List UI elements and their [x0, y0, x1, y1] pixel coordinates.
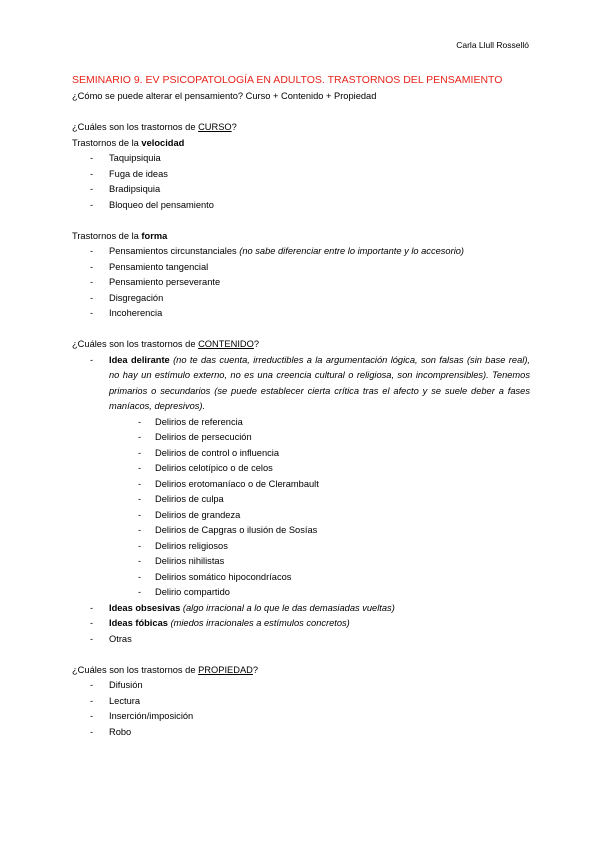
list-item: - Lectura: [90, 695, 141, 706]
list-item: - Pensamiento tangencial: [90, 261, 209, 272]
delirios-list: [72, 415, 530, 601]
curso-keyword: CURSO: [198, 122, 232, 132]
contenido-list-rest: [72, 601, 530, 648]
list-item: - Bradipsiquia: [90, 184, 161, 194]
author-name: Carla Llull Rosselló: [456, 40, 529, 50]
contenido-list: [72, 353, 530, 415]
velocidad-list: [72, 151, 530, 213]
propiedad-keyword: PROPIEDAD: [198, 664, 253, 675]
list-item: - Delirios de grandeza: [138, 509, 241, 520]
list-item: - Delirios religiosos: [138, 540, 228, 551]
list-item: - Delirios de control o influencia: [138, 447, 280, 458]
list-item: - Delirios nihilistas: [138, 556, 225, 566]
list-item: - Incoherencia: [90, 308, 163, 318]
propiedad-question: ¿Cuáles son los trastornos de PROPIEDAD?: [72, 664, 259, 675]
velocidad-heading: Trastornos de la velocidad: [72, 137, 185, 148]
ideas-fobicas-item: - Ideas fóbicas (miedos irracionales a estímulos concretos): [90, 618, 350, 628]
list-item: - Bloqueo del pensamiento: [90, 199, 214, 210]
document-body: [72, 71, 530, 740]
forma-list: [72, 244, 530, 322]
list-item: - Robo: [90, 726, 132, 737]
list-item: - Taquipsiquia: [90, 153, 161, 163]
list-item: - Inserción/imposición: [90, 711, 194, 721]
list-item: - Delirios somático hipocondríacos: [138, 571, 292, 582]
idea-delirante-item: - Idea delirante (no te das cuenta, irreductibles a la argumentación lógica, son falsas (sin base real), no hay un estímulo externo, no es una creencia cultural o religiosa, son incomprensibles). Tenemos primarios o secundarios (se puede establecer cierta crítica tras el afecto y se suele deber a fases maníacos, depresivos).: [90, 354, 530, 411]
propiedad-list: [72, 678, 530, 740]
intro-question: ¿Cómo se puede alterar el pensamiento? Curso + Contenido + Propiedad: [72, 91, 377, 101]
list-item: - Delirios de persecución: [138, 432, 252, 442]
forma-heading: Trastornos de la forma: [72, 230, 168, 241]
list-item: - Pensamientos circunstanciales (no sabe diferenciar entre lo importante y lo accesorio): [90, 246, 465, 256]
list-item: - Pensamiento perseverante: [90, 277, 221, 287]
list-item: - Delirio compartido: [138, 587, 230, 597]
list-item: - Delirios erotomaníaco o de Clerambault: [138, 478, 319, 489]
list-item: - Difusión: [90, 680, 143, 690]
list-item: - Delirios celotípico o de celos: [138, 463, 273, 473]
contenido-question: ¿Cuáles son los trastornos de CONTENIDO?: [72, 339, 260, 349]
contenido-keyword: CONTENIDO: [198, 339, 254, 349]
list-item: - Fuga de ideas: [90, 168, 168, 179]
list-item: - Delirios de referencia: [138, 416, 243, 427]
curso-question: ¿Cuáles son los trastornos de CURSO?: [72, 122, 237, 132]
document-title: SEMINARIO 9. EV PSICOPATOLOGÍA EN ADULTOS. TRASTORNOS DEL PENSAMIENTO: [72, 74, 503, 86]
list-item: - Disgregación: [90, 292, 164, 303]
list-item: - Delirios de Capgras o ilusión de Sosías: [138, 525, 318, 535]
list-item: - Delirios de culpa: [138, 494, 224, 504]
otras-item: - Otras: [90, 633, 132, 644]
ideas-obsesivas-item: - Ideas obsesivas (algo irracional a lo que le das demasiadas vueltas): [90, 602, 395, 613]
